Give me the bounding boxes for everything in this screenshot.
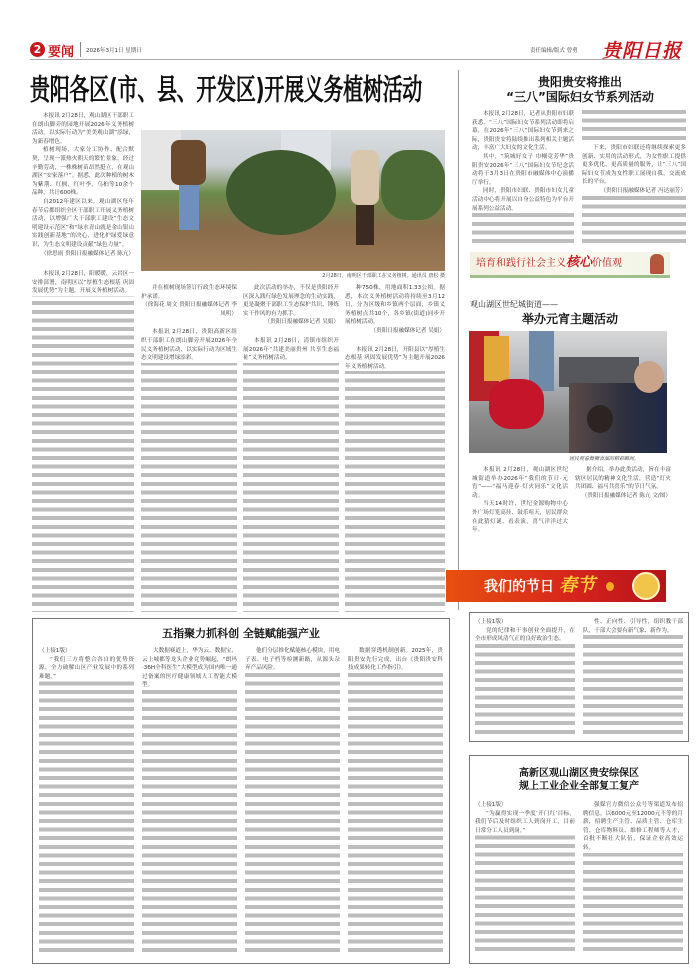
banner-text: 培育和践行社会主义: [476, 258, 566, 269]
lead-headline: 贵阳各区(市、县、开发区)开展义务植树活动: [30, 72, 422, 107]
tech-col-2: [142, 647, 237, 952]
lantern-title: 举办元宵主题活动: [521, 312, 618, 326]
tech-col-3: [245, 647, 340, 952]
womens-day-title: [470, 75, 690, 105]
article-text: 本报讯 2月28日，开阳县以“厚植生态根基 巩固发展优势”为主题开展2026年义务植树活动。: [345, 346, 445, 370]
page-header: [30, 40, 683, 62]
lantern-col-1: [472, 466, 568, 535]
womens-day-col-2: [582, 110, 686, 246]
article-text: 大数据赛道上，华为云、数据宝、云上城都等龙头企业竞势崛起，“朗玛·36H全科医生”大模型成为国内唯一通过备案的医疗健康领域人工智能大模型。: [142, 648, 237, 689]
continued-label: （上接1版）: [475, 619, 507, 625]
lead-paragraph: 本报讯 2月28日，观山湖区干部职工在朗山脚旁的园地开展2026年义务植树活动，以实际行动为“美美观山湖”添绿，为新春增色。: [32, 113, 134, 145]
continuation-box: [469, 612, 689, 742]
article-text: “我们三方将整合各自的优势资源，全力破解山区产业发展中的系列难题。”: [39, 656, 134, 680]
lantern-icon: [606, 582, 614, 591]
tech-article-box: [32, 618, 450, 964]
photo-caption: 2月28日，南明区干部职工在义务植树。通讯员 唐松 摄: [322, 273, 445, 279]
byline: （徐思雨 贵阳日报融媒体记者 陈亢）: [40, 250, 134, 257]
article-text: 种750株，用地面积1.33公顷。据悉，本次义务植树活动将持续至3月12日，分为区级和乡镇两个层面，乡镇义务植树点共10个，各乡镇(街道)同步开展植树活动。: [345, 285, 445, 326]
byline: （贵阳日报融媒体记者 吴娟）: [264, 319, 339, 326]
banner-text-highlight: 春节: [559, 575, 596, 596]
cont-col-1: [475, 618, 575, 736]
divider: [80, 42, 81, 57]
article-text: “为赢得实现一季度‘开门红’目标，我们节后及时组织工人到岗开工，目前日常分工人员到岗。”: [475, 810, 575, 834]
tech-title: 五指聚力抓科创 全链赋能强产业: [162, 627, 320, 640]
tech-col-1: [39, 647, 134, 952]
article-text: 他们分层推化赋能核心模块，用电子表、电子档等检测新路，从源头杂弃产品风险。: [245, 648, 340, 672]
banner-text: 价值观: [592, 258, 623, 269]
newspaper-logo: 贵阳日报: [602, 40, 683, 62]
lantern-col-2: [575, 466, 671, 500]
article-text: 同时，贵阳市妇联、贵阳市妇女儿童活动中心将开展以自身公益特色为平台开展系列公益活动。: [472, 188, 574, 212]
industry-article-box: [469, 755, 689, 964]
byline: （徐海花 周文 贵阳日报融媒体记者 李凤明）: [142, 302, 237, 317]
horse-medallion-icon: [632, 572, 660, 600]
banner-text-highlight: 核心: [566, 255, 593, 270]
byline: （贵阳日报融媒体记者 冯达丽芳）: [600, 187, 686, 194]
article-text: 并在植树现场签订行政生态环境保护承诺。: [141, 285, 237, 300]
core-values-banner: [470, 252, 670, 278]
article-text: 据介绍，举办此类活动，旨在丰富辖区居民的精神文化生活，营造“灯火共团圆、福马共喜乐”的节日气氛。: [575, 467, 671, 491]
lead-column-a: [141, 284, 237, 612]
lion-dance-photo: [469, 331, 667, 453]
lead-left-column: [32, 112, 134, 612]
article-text: 本报讯 2月28日，观山湖区世纪城街道举办2026年“我们的节日·元宵”——“福马迎春·灯火同乐”文化活动。: [472, 467, 568, 499]
continued-label: （上接1版）: [39, 648, 71, 654]
lead-column-c: [345, 284, 445, 612]
spring-festival-banner: [446, 570, 666, 602]
farmer-illustration-icon: [650, 254, 664, 274]
issue-date: 2026年3月1日 星期日: [86, 48, 142, 54]
section-name: 要闻: [48, 45, 75, 60]
lantern-kicker: 观山湖区世纪城街道——: [470, 300, 558, 309]
lead-paragraph: 自2012年建区以来，观山湖区每年春节后都组织全区干部职工开展义务植树活动，以增强广大干部职工建设“生态文明建设示范区”和“绿水青山就是金山银山实践创新基地”的决心，进化护绿爱绿意识，为生态文明建设贡献“绿色力量”。: [32, 198, 134, 248]
article-text: 本报讯 2月28日，清镇市组织开展2026年“共建美丽贵州 共享生态福祉”义务植树活动。: [243, 337, 339, 362]
industry-title: [475, 767, 683, 793]
title-line: 贵阳贵安将推出: [537, 75, 622, 89]
industry-col-1: [475, 801, 575, 951]
article-text: 下来，贵阳市妇联还将继续探索更多创新、实用的活动形式，为女性职工提供更多优化、更高质量的服务，让“三八”国际妇女节成为女性职工展现自我、交流成长的平台。: [582, 145, 686, 186]
tree-planting-photo: [141, 130, 445, 271]
lion-dance-caption: 居民观看舞狮表演的精彩瞬间。: [569, 456, 640, 462]
article-text: 性、正向性、引导性，组织教干部队，干部大会要有新气象、新作为。: [583, 619, 683, 634]
continued-label: （上接1版）: [475, 802, 507, 808]
page-number-badge: 2: [30, 42, 45, 57]
title-line: 高新区观山湖区贵安综保区: [519, 768, 639, 779]
womens-day-col-1: [472, 110, 574, 246]
column-divider: [458, 70, 459, 610]
article-text: 本报讯 2月28日，贵阳高新区组织干部职工在朗山脚旁开展2026年全民义务植树活动，以实际行动为区域生态文明建设增绿添彩。: [141, 329, 237, 362]
cont-col-2: [583, 618, 683, 736]
byline: （贵阳日报融媒体记者 陈亢 文/图）: [581, 492, 671, 499]
editor-credit: 责任编辑/版式 曾勇: [530, 48, 578, 54]
tech-col-4: [348, 647, 443, 952]
lead-paragraph: 本报讯 2月28日，阳暖暖，云岩区一安排部署，南明区以“厚植生态根基 巩固发展优势”为主题，开展义务植树活动。: [32, 271, 134, 295]
byline: （贵阳日报融媒体记者 吴娟）: [370, 327, 445, 334]
article-text: 数据穿透机制创新。2025年，贵阳贵安先行完成，出台《贵阳贵安科技成果转化工作指引》。: [348, 648, 443, 672]
industry-col-2: [583, 801, 683, 951]
article-text: 党的纪律和干事创业全面提升，在全市形成风清气正的良好政治生态。: [475, 627, 575, 643]
lead-paragraph: 植树现场，大家分工协作、配合默契，呈现一派热火朝天的繁忙景象。经过辛勤劳动，一株株树苗昂然挺立，在观山湖区“安家落户”。据悉，此次种植的树木为紫荆、红枫、红叶李、乌桕等10余个品种，共计600株。: [32, 147, 134, 197]
article-text: 此次活动的举办，不仅是贵阳经开区深入践行绿色发展理念的生动实践，更是凝聚干部职工生态保护共识、锤炼实干作风的有力抓手。: [243, 285, 339, 317]
banner-text: 我们的节日: [484, 579, 554, 595]
article-text: 强媒官方微信公众号等渠道发布招聘信息，以6000元至12000元不等的月薪，招聘生产主管、品质主管、仓库主管、仓库物料员、维修工程师等人才，首批不断壮大队伍，保证企业高效运转。: [583, 802, 683, 851]
title-line: “三八”国际妇女节系列活动: [506, 90, 654, 104]
lead-column-b: [243, 284, 339, 612]
article-text: 当天14时许，世纪金源购物中心外广场灯笼高挂、鼓乐喧天，居民群众在此猜灯谜、看表演，喜气洋洋过大年。: [472, 501, 568, 534]
article-text: 其中，“筑城好女子 巾帼竞芳华”贵阳贵安2026年“三八”国际妇女节纪念活动将于3月3日在贵阳市融媒体中心演播厅举行。: [472, 153, 574, 186]
title-line: 规上工业企业全部复工复产: [519, 781, 639, 792]
article-text: 本报讯 2月28日，记者从贵阳市妇联获悉，“三八”国际妇女节系列活动即将启幕，在2026年“三八”国际妇女节到来之际，贵阳贵安将陆续推出系列相关主题活动，丰富广大妇女的文化生活。: [472, 111, 574, 152]
